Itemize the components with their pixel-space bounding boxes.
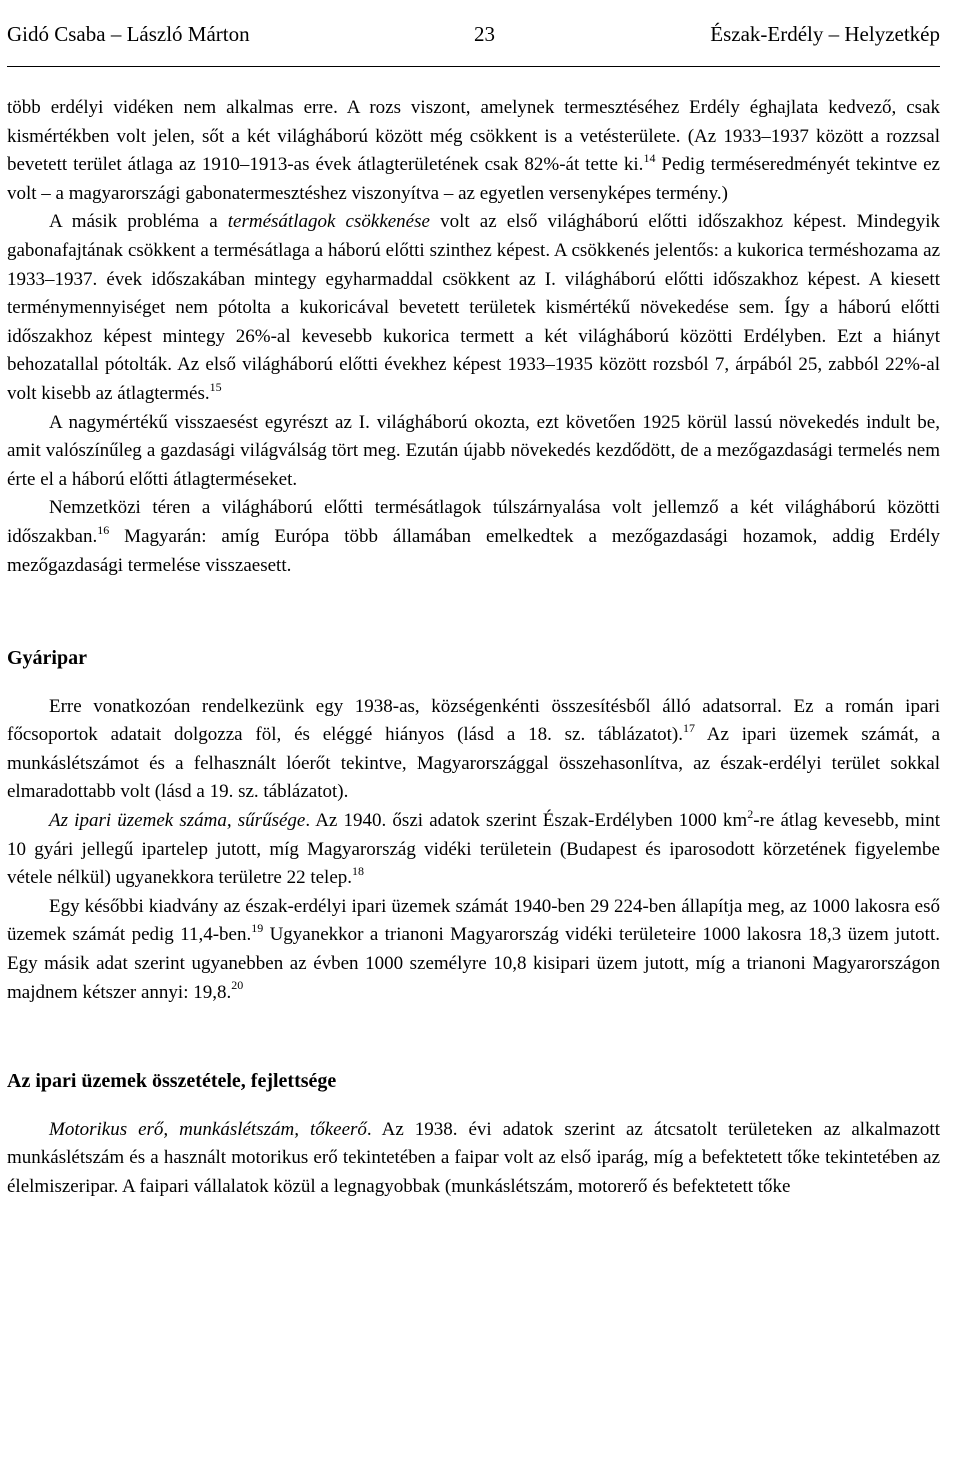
emphasis: termésátlagok csökkenése xyxy=(227,211,430,233)
paragraph xyxy=(7,1116,940,1202)
paragraph xyxy=(7,409,940,495)
section-heading: Az ipari üzemek összetétele, fejlettsége xyxy=(7,1070,337,1093)
text-run: Pedig terméseredményét tekintve ez volt – a magyarországi gabonatermesztéshez viszonyítva – az egyetlen versenyképes termény.) xyxy=(7,154,940,204)
paragraph xyxy=(7,94,940,208)
paragraph xyxy=(7,807,940,893)
spacer xyxy=(7,673,940,693)
footnote-ref[interactable]: 18 xyxy=(352,863,365,878)
text-run: Erre vonatkozóan rendelkezünk egy 1938-as, községenkénti összesítésből álló adatsorral. Ez a román ipari főcsoportok adatait dolgozza föl, és eléggé hiányos (lásd a 18. sz. táblázatot). xyxy=(7,695,940,746)
text-run: -re átlag kevesebb, mint 10 gyári jellegű ipartelep jutott, míg Magyarország vidéki területein (Budapest és iparosodott körzetének figyelembe vétele nélkül) ugyanekkora területre 22 telep. xyxy=(7,810,940,889)
footnote-ref[interactable]: 15 xyxy=(209,379,222,394)
header-authors: Gidó Csaba – László Márton xyxy=(7,22,250,46)
paragraph xyxy=(7,893,940,1007)
running-header xyxy=(7,14,940,54)
paragraph xyxy=(7,693,940,807)
text-run: Egy későbbi kiadvány az észak-erdélyi ipari üzemek számát 1940-ben 29 224-ben állapítja meg, az 1000 lakosra eső üzemek számát pedig 11,4-ben. xyxy=(7,895,940,946)
spacer xyxy=(7,1096,940,1116)
text-run: volt az első világháború előtti időszakhoz képest. Mindegyik gabonafajtának csökkent a termésátlaga a háború előtti szinthez képest. A csökkenés jelentős: a kukorica terméshozama az 1933–1937. évek időszakában mintegy egyharmaddal csökkent az I. világháború előtti időszakhoz képest. A kiesett terménymennyiséget nem pótolta a kukoricával bevetett területek kismértékű növekedése sem. Így a háború előtti időszakhoz képest mintegy 26%-al kevesebb kukorica termett a két világháború közötti Erdélyben. Ezt a hiányt behozatallal pótolták. Az első világháború előtti évekhez képest 1933–1935 között rozsból 7, árpából 25, zabból 22%-al volt kisebb az átlagtermés. xyxy=(7,211,940,404)
section-heading: Gyáripar xyxy=(7,647,87,670)
text-run: Magyarán: amíg Európa több államában emelkedtek a mezőgazdasági hozamok, addig Erdély mezőgazdasági termelése visszaesett. xyxy=(7,525,940,576)
text-run: Nemzetközi téren a világháború előtti termésátlagok túlszárnyalása volt jellemző a két világháború közötti időszakban. xyxy=(7,497,940,547)
footnote-ref[interactable]: 19 xyxy=(251,921,264,936)
text-run: . Az 1938. évi adatok szerint az átcsatolt területeken az alkalmazott munkáslétszám és a használt motorikus erő tekintetében a faipar volt az első iparág, míg a befektetett tőke tekintetében az élelmiszeripar. A faipari vállalatok közül a legnagyobbak (munkáslétszám, motorerő és befektetett tőke xyxy=(7,1118,940,1197)
body-text xyxy=(7,94,940,1202)
text-run: több erdélyi vidéken nem alkalmas erre. A rozs viszont, amelynek termesztéséhez Erdély éghajlata kedvező, csak kismértékben volt jelen, sőt a két világháború között még csökkent is a vetésterülete. (Az 1933–1937 között a rozzsal bevetett terület átlaga az 1910–1913-as évek átlagterületének csak 82%-át tette ki. xyxy=(7,97,940,176)
emphasis: Az ipari üzemek száma, sűrűsége xyxy=(49,810,306,832)
text-run: . Az 1940. őszi adatok szerint Észak-Erdélyben 1000 km xyxy=(305,810,748,832)
paragraph xyxy=(7,494,940,580)
footnote-ref[interactable]: 20 xyxy=(231,978,244,993)
footnote-ref[interactable]: 17 xyxy=(682,720,695,735)
header-title: Észak-Erdély – Helyzetkép xyxy=(710,22,940,46)
text-run: A nagymértékű visszaesést egyrészt az I. világháború okozta, ezt követően 1925 körül lassú növekedés indult be, amit valószínűleg a gazdasági világválság tört meg. Ezután újabb növekedés kezdődött, de a mezőgazdasági termelés nem érte el a háború előtti átlagterméseket. xyxy=(7,411,940,490)
spacer xyxy=(7,1007,940,1067)
text-run: A másik probléma a xyxy=(49,211,228,233)
superscript: 2 xyxy=(747,806,754,821)
header-page-number: 23 xyxy=(474,22,495,46)
text-run: Az ipari üzemek számát, a munkáslétszámot és a felhasznált lóerőt tekintve, Magyarországgal összehasonlítva, az észak-erdélyi terület sokkal elmaradottabb volt (lásd a 19. sz. táblázatot). xyxy=(7,724,940,803)
emphasis: Motorikus erő, munkáslétszám, tőkeerő xyxy=(49,1118,367,1140)
text-run: Ugyanekkor a trianoni Magyarország vidéki területeire 1000 lakosra 18,3 üzem jutott. Egy másik adat szerint ugyanebben az évben 1000 személyre 10,8 kisipari üzem jutott, míg a trianoni Magyarországon majdnem kétszer annyi: 19,8. xyxy=(7,924,940,1003)
footnote-ref[interactable]: 14 xyxy=(643,150,656,165)
header-rule xyxy=(7,66,940,67)
paragraph xyxy=(7,208,940,408)
spacer xyxy=(7,580,940,644)
footnote-ref[interactable]: 16 xyxy=(97,522,110,537)
document-page xyxy=(7,0,940,1464)
